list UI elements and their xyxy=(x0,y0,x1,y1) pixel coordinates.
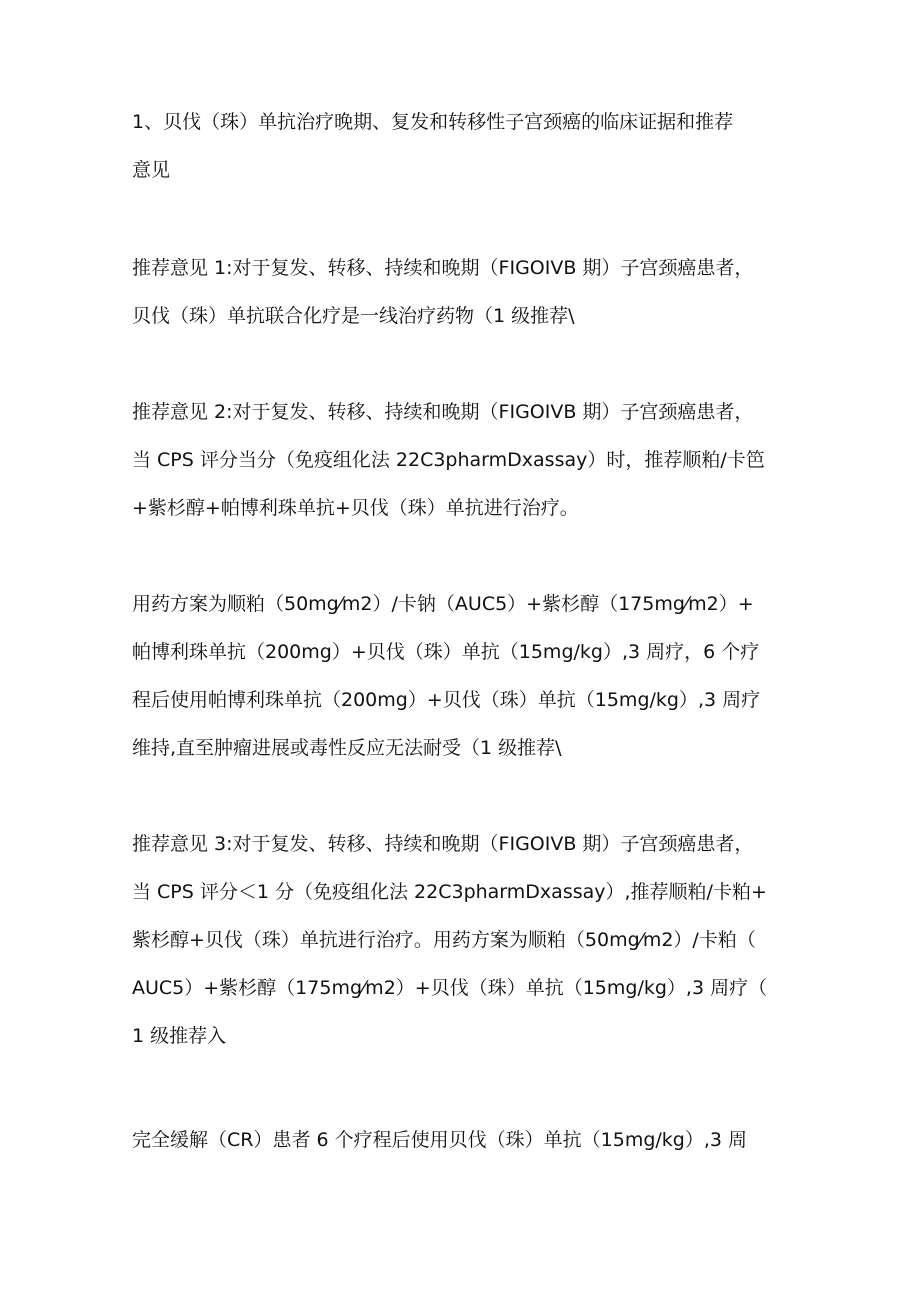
text-line: 推荐意见 1:对于复发、转移、持续和晚期（FIGOIVB 期）子宫颈癌患者， xyxy=(132,257,754,279)
text-line: 贝伐（珠）单抗联合化疗是一线治疗药物（1 级推荐\ xyxy=(132,305,575,327)
text-line: 程后使用帕博利珠单抗（200mg）+贝伐（珠）单抗（15mg/kg）,3 周疗 xyxy=(132,689,761,711)
text-line: +紫杉醇+帕博利珠单抗+贝伐（珠）单抗进行治疗。 xyxy=(132,497,579,519)
paragraph-recommendation-1 xyxy=(132,256,792,352)
text-line: 1、贝伐（珠）单抗治疗晚期、复发和转移性子宫颈癌的临床证据和推荐 xyxy=(132,111,734,133)
text-line: 推荐意见 2:对于复发、转移、持续和晚期（FIGOIVB 期）子宫颈癌患者， xyxy=(132,401,754,423)
paragraph-heading xyxy=(132,110,792,206)
text-line: 紫杉醇+贝伐（珠）单抗进行治疗。用药方案为顺粕（50mg⁄m2）/卡粕（ xyxy=(132,929,756,951)
text-line: 完全缓解（CR）患者 6 个疗程后使用贝伐（珠）单抗（15mg/kg）,3 周 xyxy=(132,1129,748,1151)
paragraph-complete-response xyxy=(132,1128,792,1176)
paragraph-recommendation-2 xyxy=(132,400,792,544)
paragraph-dosing-regimen xyxy=(132,592,792,784)
text-line: 当 CPS 评分＜1 分（免疫组化法 22C3pharmDxassay）,推荐顺粕/卡粕+ xyxy=(132,881,767,903)
text-line: 用药方案为顺粕（50mg⁄m2）/卡钠（AUC5）+紫杉醇（175mg⁄m2）+ xyxy=(132,593,754,615)
text-line: 意见 xyxy=(132,159,171,181)
text-line: AUC5）+紫杉醇（175mg⁄m2）+贝伐（珠）单抗（15mg/kg）,3 周疗（ xyxy=(132,977,768,999)
text-line: 维持,直至肿瘤进展或毒性反应无法耐受（1 级推荐\ xyxy=(132,737,562,759)
text-line: 帕博利珠单抗（200mg）+贝伐（珠）单抗（15mg/kg）,3 周疗，6 个疗 xyxy=(132,641,760,663)
paragraph-recommendation-3 xyxy=(132,832,792,1072)
text-line: 推荐意见 3:对于复发、转移、持续和晚期（FIGOIVB 期）子宫颈癌患者， xyxy=(132,833,754,855)
text-line: 1 级推荐入 xyxy=(132,1025,227,1047)
text-line: 当 CPS 评分当分（免疫组化法 22C3pharmDxassay）时，推荐顺粕/卡笆 xyxy=(132,449,765,471)
